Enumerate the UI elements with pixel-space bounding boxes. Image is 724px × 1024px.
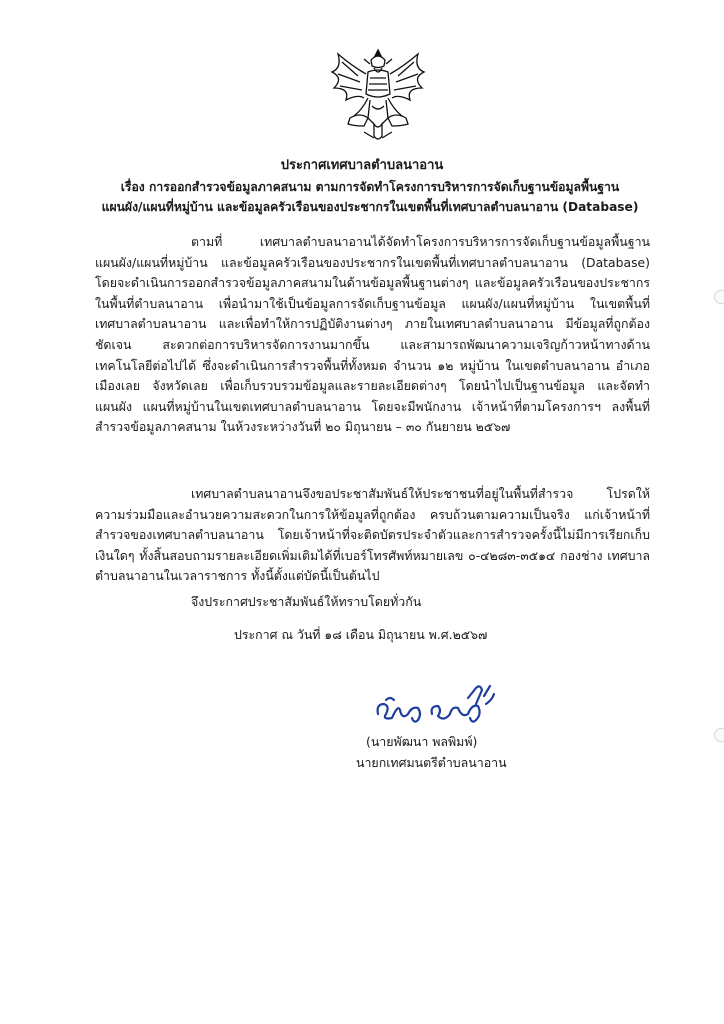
paragraph-1-text: ตามที่ เทศบาลตำบลนาอานได้จัดทำโครงการบริหารการจัดเก็บฐานข้อมูลพื้นฐาน แผนผัง/แผนที่หมู่บ้าน และข้อมูลครัวเรือนของประชากรในเขตพื้นที่เทศบาลตำบลนาอาน (Database) โดยจะดำเนินการออกสำรวจข้อมูลภาคสนามในด้านข้อมูลพื้นฐานต่างๆ และข้อมูลครัวเรือนของประชากรในพื้นที่ตำบลนาอาน เพื่อนำมาใช้เป็นข้อมูลการจัดเก็บฐานข้อมูล แผนผัง/แผนที่หมู่บ้าน ในเขตพื้นที่เทศบาลตำบลนาอาน และเพื่อทำให้การปฏิบัติงานต่างๆ ภายในเทศบาลตำบลนาอาน มีข้อมูลที่ถูกต้อง ชัดเจน สะดวกต่อการบริหารจัดการงานมากขึ้น และสามารถพัฒนาความเจริญก้าวหน้าทางด้านเทคโนโลยีต่อไปได้ ซึ่งจะดำเนินการสำรวจพื้นที่ทั้งหมด จำนวน ๑๒ หมู่บ้าน ในเขตตำบลนาอาน อำเภอเมืองเลย จังหวัดเลย เพื่อเก็บรวบรวมข้อมูลและรายละเอียดต่างๆ โดยนำไปเป็นฐานข้อมูล และจัดทำแผนผัง แผนที่หมู่บ้านในเขตเทศบาลตำบลนาอาน โดยจะมีพนักงาน เจ้าหน้าที่ตามโครงการฯ ลงพื้นที่สำรวจข้อมูลภาคสนาม ในห้วงระหว่างวันที่ ๒๐ มิถุนายน – ๓๐ กันยายน ๒๕๖๗: [95, 234, 650, 435]
subject-line-2: แผนผัง/แผนที่หมู่บ้าน และข้อมูลครัวเรือนของประชากรในเขตพื้นที่เทศบาลตำบลนาอาน (Database): [101, 200, 639, 214]
punch-hole: [714, 728, 724, 742]
signer-name: (นายพัฒนา พลพิมพ์): [366, 734, 478, 749]
closing-line: จึงประกาศประชาสัมพันธ์ให้ทราบโดยทั่วกัน: [191, 594, 422, 609]
body-paragraph-2: [95, 484, 650, 587]
announcement-title: ประกาศเทศบาลตำบลนาอาน: [280, 158, 444, 173]
body-paragraph-1: [95, 232, 650, 438]
paragraph-2-text: เทศบาลตำบลนาอานจึงขอประชาสัมพันธ์ให้ประชาชนที่อยู่ในพื้นที่สำรวจ โปรดให้ความร่วมมือและอำนวยความสะดวกในการให้ข้อมูลที่ถูกต้อง ครบถ้วนตามความเป็นจริง แก่เจ้าหน้าที่สำรวจของเทศบาลตำบลนาอาน โดยเจ้าหน้าที่จะติดบัตรประจำตัวและการสำรวจครั้งนี้ไม่มีการเรียกเก็บเงินใดๆ ทั้งสิ้นสอบถามรายละเอียดเพิ่มเติมได้ที่เบอร์โทรศัพท์หมายเลข ๐-๔๒๘๓-๓๕๑๔ กองช่าง เทศบาลตำบลนาอานในเวลาราชการ ทั้งนี้ตั้งแต่บัดนี้เป็นต้นไป: [95, 486, 650, 584]
date-line: ประกาศ ณ วันที่ ๑๘ เดือน มิถุนายน พ.ศ.๒๕๖๗: [234, 627, 488, 642]
handwritten-signature: [372, 674, 502, 730]
subject-line-1: เรื่อง การออกสำรวจข้อมูลภาคสนาม ตามการจัดทำโครงการบริหารการจัดเก็บฐานข้อมูลพื้นฐาน: [120, 180, 620, 194]
garuda-emblem-icon: [324, 46, 432, 148]
punch-hole: [714, 290, 724, 304]
signer-position: นายกเทศมนตรีตำบลนาอาน: [356, 755, 507, 770]
